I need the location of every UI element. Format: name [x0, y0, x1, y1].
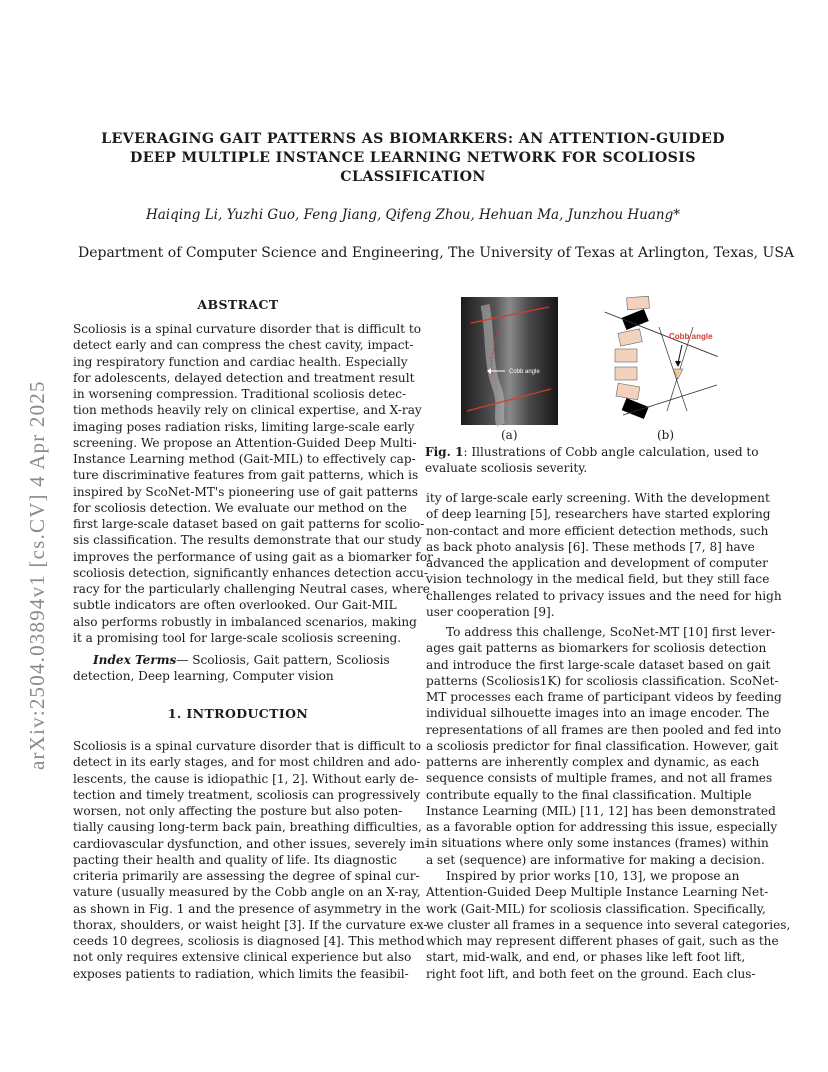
text-line: as back photo analysis [6]. These methods [7, 8] have [426, 539, 755, 554]
text-line: Scoliosis is a spinal curvature disorder that is difficult to [73, 322, 422, 336]
text-line: lescents, the cause is idiopathic [1, 2]. Without early de- [73, 771, 419, 786]
title-line: CLASSIFICATION [340, 169, 486, 185]
text-line: To address this challenge, ScoNet-MT [10] first lever- [446, 625, 776, 639]
text-line: Attention-Guided Deep Multiple Instance Learning Net- [426, 885, 769, 900]
introduction-right-paragraph-3 [426, 868, 791, 982]
caption-label: Fig. 1 [425, 445, 464, 459]
author-list: Haiqing Li, Yuzhi Guo, Feng Jiang, Qifeng Zhou, Hehuan Ma, Junzhou Huang* [145, 207, 680, 223]
text-line: ture discriminative features from gait patterns, which is [73, 468, 419, 483]
text-line: MT processes each frame of participant videos by feeding [426, 690, 782, 704]
index-terms-line [73, 652, 405, 668]
text-line: a scoliosis predictor for final classification. However, gait [426, 738, 779, 753]
text-line: sis classification. The results demonstrate that our study [73, 533, 422, 548]
introduction-right-paragraph-1 [426, 490, 782, 620]
text-line: start, mid-walk, and end, or phases like left foot lift, [426, 950, 746, 965]
figure-1-graphic [427, 293, 759, 443]
text-line: as a favorable option for addressing this issue, especially [426, 820, 778, 834]
abstract-heading: ABSTRACT [197, 297, 279, 312]
text-line: it a promising tool for large-scale scoliosis screening. [73, 630, 402, 645]
text-line: right foot lift, and both feet on the ground. Each clus- [426, 966, 756, 981]
section-heading-introduction: 1. INTRODUCTION [167, 706, 309, 721]
text-line: cardiovascular dysfunction, and other issues, severely im- [73, 836, 429, 851]
introduction-right-paragraph-2 [426, 624, 782, 868]
text-line: subtle indicators are often overlooked. Our Gait-MIL [73, 598, 397, 613]
title-line: DEEP MULTIPLE INSTANCE LEARNING NETWORK FOR SCOLIOSIS [130, 150, 696, 166]
diagram-cobb-label: Cobb angle [669, 332, 713, 341]
text-line: scoliosis detection, significantly enhances detection accu- [73, 565, 428, 580]
text-line: a set (sequence) are informative for making a decision. [426, 852, 765, 867]
text-line: also performs robustly in imbalanced scenarios, making [73, 614, 417, 629]
text-line: we cluster all frames in a sequence into several categories, [426, 917, 791, 932]
text-line: vision technology in the medical field, but they still face [426, 572, 770, 587]
figure-1 [427, 293, 759, 443]
text-line: criteria primarily are assessing the degree of spinal cur- [73, 869, 420, 883]
affiliation: Department of Computer Science and Engineering, The University of Texas at Arlington, Texas, USA [77, 245, 795, 261]
text-line: ceeds 10 degrees, scoliosis is diagnosed [4]. This method [73, 934, 425, 948]
abstract-body [73, 321, 433, 646]
text-line: patterns (Scoliosis1K) for scoliosis classification. ScoNet- [426, 673, 779, 688]
figure-1-caption [425, 444, 760, 477]
text-line: in worsening compression. Traditional scoliosis detec- [73, 387, 407, 401]
text-line: inspired by ScoNet-MT's pioneering use of gait patterns [73, 484, 419, 499]
text-line: detect in its early stages, and for most children and ado- [73, 755, 421, 770]
text-line: as shown in Fig. 1 and the presence of asymmetry in the [73, 901, 421, 916]
subfigure-label-a: (a) [501, 428, 518, 442]
index-terms-text: — Scoliosis, Gait pattern, Scoliosis [176, 653, 390, 667]
text-line: improves the performance of using gait as a biomarker for [73, 549, 433, 564]
text-line: tion methods heavily rely on clinical expertise, and X-ray [73, 403, 422, 418]
arxiv-stamp-text: arXiv:2504.03894v1 [cs.CV] 4 Apr 2025 [25, 380, 49, 770]
text-line: which may represent different phases of gait, such as the [426, 934, 779, 948]
text-line: challenges related to privacy issues and the need for high [426, 588, 782, 603]
caption-text: evaluate scoliosis severity. [425, 461, 588, 476]
text-line: vature (usually measured by the Cobb angle on an X-ray, [73, 885, 421, 900]
text-line: sequence consists of multiple frames, and not all frames [426, 771, 773, 786]
text-line: user cooperation [9]. [426, 604, 555, 619]
index-terms-line: detection, Deep learning, Computer vision [73, 669, 334, 684]
text-line: for scoliosis detection. We evaluate our method on the [73, 500, 407, 515]
text-line: representations of all frames are then pooled and fed into [426, 722, 782, 737]
text-line: imaging poses radiation risks, limiting large-scale early [73, 419, 415, 434]
text-line: work (Gait-MIL) for scoliosis classification. Specifically, [426, 901, 766, 916]
paper-title [58, 130, 768, 187]
index-terms [73, 652, 405, 685]
xray-image [461, 297, 558, 425]
text-line: ity of large-scale early screening. With the development [426, 491, 770, 505]
text-line: Inspired by prior works [10, 13], we propose an [446, 869, 740, 883]
text-line: ing respiratory function and cardiac health. Especially [73, 354, 408, 369]
text-line: for adolescents, delayed detection and treatment result [73, 370, 415, 385]
text-line: individual silhouette images into an image encoder. The [426, 706, 770, 721]
text-line: and introduce the first large-scale dataset based on gait [426, 657, 771, 672]
cobb-angle-diagram [600, 296, 722, 419]
text-line: thorax, shoulders, or waist height [3]. If the curvature ex- [73, 917, 428, 932]
text-line: first large-scale dataset based on gait patterns for scolio- [73, 517, 425, 531]
subfigure-label-b: (b) [657, 428, 675, 442]
text-line: pacting their health and quality of life. Its diagnostic [73, 852, 397, 867]
text-line: contribute equally to the final classification. Multiple [426, 787, 752, 802]
text-line: non-contact and more efficient detection methods, such [426, 523, 769, 538]
index-terms-label: Index Terms [93, 653, 177, 667]
text-line: detect early and can compress the chest cavity, impact- [73, 338, 414, 353]
arxiv-identifier-stamp [16, 292, 52, 772]
introduction-left-column [73, 738, 429, 982]
text-line: Instance Learning method (Gait-MIL) to effectively cap- [73, 452, 416, 466]
text-line: advanced the application and development of computer [426, 556, 768, 570]
text-line: in situations where only some instances (frames) within [426, 836, 769, 851]
text-line: Instance Learning (MIL) [11, 12] has been demonstrated [426, 803, 776, 818]
text-line: patterns are inherently complex and dynamic, as each [426, 755, 760, 769]
text-line: not only requires extensive clinical experience but also [73, 950, 412, 965]
text-line: screening. We propose an Attention-Guided Deep Multi- [73, 435, 417, 450]
caption-text: : Illustrations of Cobb angle calculation, used to [463, 445, 759, 459]
text-line: worsen, not only affecting the posture but also poten- [73, 804, 403, 818]
text-line: tially causing long-term back pain, breathing difficulties, [73, 820, 422, 835]
title-line: LEVERAGING GAIT PATTERNS AS BIOMARKERS: AN ATTENTION-GUIDED [101, 131, 725, 147]
text-line: exposes patients to radiation, which limits the feasibil- [73, 966, 409, 981]
text-line: Scoliosis is a spinal curvature disorder that is difficult to [73, 739, 422, 753]
xray-cobb-label: Cobb angle [509, 369, 540, 375]
text-line: racy for the particularly challenging Neutral cases, where [73, 582, 430, 596]
text-line: tection and timely treatment, scoliosis can progressively [73, 787, 421, 802]
text-line: of deep learning [5], researchers have started exploring [426, 507, 771, 522]
text-line: ages gait patterns as biomarkers for scoliosis detection [426, 641, 767, 656]
